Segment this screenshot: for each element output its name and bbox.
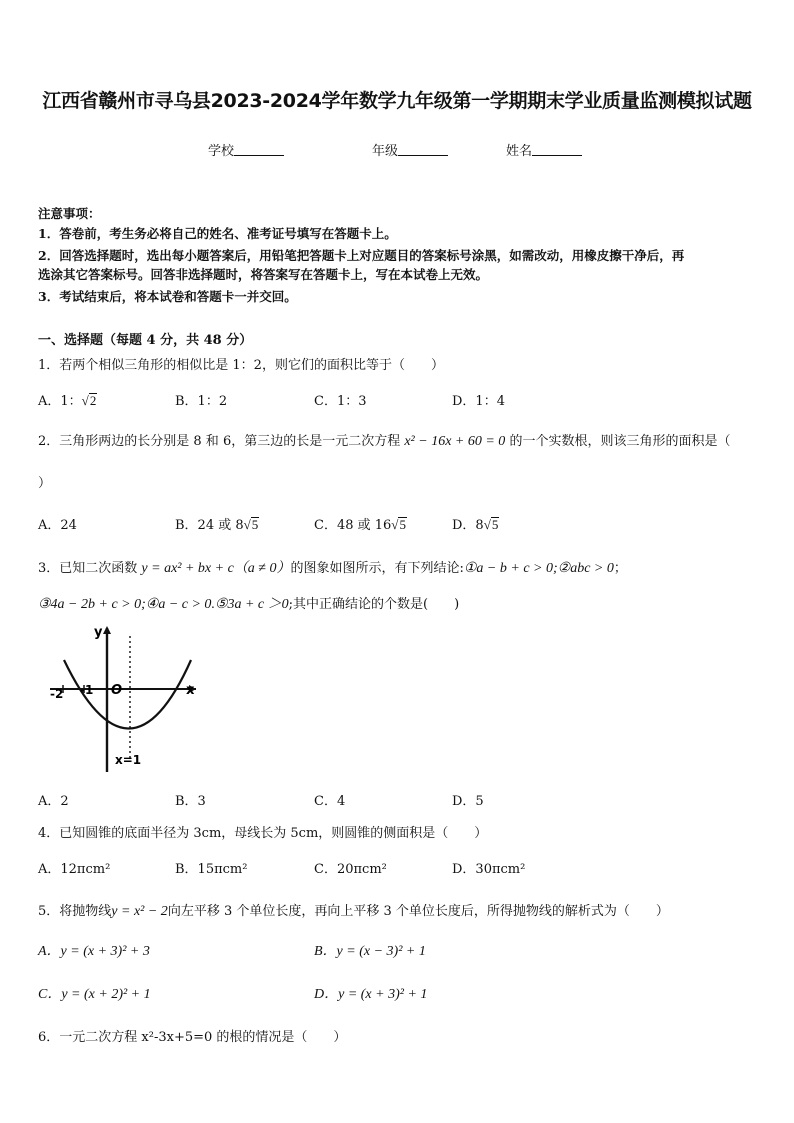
q4-option-a[interactable]: A．12πcm² — [38, 862, 111, 877]
question-1-stem: 1．若两个相似三角形的相似比是 1：2，则它们的面积比等于（ ） — [38, 358, 444, 373]
q5-option-d[interactable]: D．y = (x + 3)² + 1 — [314, 987, 428, 1002]
name-field[interactable]: 姓名 — [506, 140, 582, 159]
graph-axis-label: x=1 — [115, 753, 142, 767]
school-field[interactable]: 学校 — [208, 140, 284, 159]
notice-item: 选涂其它答案标号。回答非选择题时，将答案写在答题卡上，写在本试卷上无效。 — [38, 267, 489, 282]
q2-option-b[interactable]: B．24 或 8√5 — [175, 517, 259, 533]
question-3-conclusions: ③4a − 2b + c > 0;④a − c > 0.⑤3a + c ＞0;其中正确结论的个数是( ) — [38, 597, 460, 612]
question-2-stem: 2．三角形两边的长分别是 8 和 6，第三边的长是一元二次方程 x² − 16x + 60 = 0 的一个实数根，则该三角形的面积是（ — [38, 434, 731, 449]
q4-option-c[interactable]: C．20πcm² — [314, 862, 387, 877]
q2-option-d[interactable]: D．8√5 — [452, 517, 499, 533]
notice-heading: 注意事项： — [38, 206, 101, 221]
q2-option-c[interactable]: C．48 或 16√5 — [314, 517, 406, 533]
question-2-stem-end: ） — [38, 476, 52, 491]
notice-item: 2．回答选择题时，选出每小题答案后，用铅笔把答题卡上对应题目的答案标号涂黑，如需改动，用橡皮擦干净后，再 — [38, 248, 685, 263]
q1-option-d[interactable]: D．1：4 — [452, 394, 505, 409]
q3-option-a[interactable]: A．2 — [38, 794, 69, 809]
q3-option-b[interactable]: B．3 — [175, 794, 206, 809]
section-heading: 一、选择题（每题 4 分，共 48 分） — [38, 333, 253, 348]
q1-option-b[interactable]: B．1：2 — [175, 394, 228, 409]
question-4-stem: 4．已知圆锥的底面半径为 3cm，母线长为 5cm，则圆锥的侧面积是（ ） — [38, 826, 488, 841]
notice-item: 1．答卷前，考生务必将自己的姓名、准考证号填写在答题卡上。 — [38, 226, 397, 241]
question-5-stem: 5．将抛物线y = x² − 2向左平移 3 个单位长度，再向上平移 3 个单位长度后，所得抛物线的解析式为（ ） — [38, 904, 669, 919]
question-6-stem: 6．一元二次方程 x²-3x+5=0 的根的情况是（ ） — [38, 1030, 347, 1045]
q4-option-b[interactable]: B．15πcm² — [175, 862, 248, 877]
q1-option-c[interactable]: C．1：3 — [314, 394, 367, 409]
graph-origin-label: O — [111, 683, 123, 698]
notice-item: 3．考试结束后，将本试卷和答题卡一并交回。 — [38, 289, 297, 304]
graph-tick-minus1: -1 — [80, 683, 94, 697]
q4-option-d[interactable]: D．30πcm² — [452, 862, 526, 877]
q5-option-a[interactable]: A．y = (x + 3)² + 3 — [38, 944, 150, 959]
graph-y-label: y — [94, 625, 103, 640]
q2-option-a[interactable]: A．24 — [38, 518, 77, 533]
question-3-stem: 3．已知二次函数 y = ax² + bx + c（a ≠ 0）的图象如图所示，有下列结论:①a − b + c > 0;②abc > 0； — [38, 561, 627, 576]
q5-option-c[interactable]: C．y = (x + 2)² + 1 — [38, 987, 151, 1002]
q5-option-b[interactable]: B．y = (x − 3)² + 1 — [314, 944, 426, 959]
q3-option-d[interactable]: D．5 — [452, 794, 484, 809]
graph-x-label: x — [186, 683, 195, 698]
parabola-graph — [44, 622, 204, 774]
graph-tick-minus2: -2 — [50, 687, 64, 701]
q1-option-a[interactable]: A．1：√2 — [38, 393, 97, 409]
q3-option-c[interactable]: C．4 — [314, 794, 346, 809]
grade-field[interactable]: 年级 — [372, 140, 448, 159]
exam-title: 江西省赣州市寻乌县2023-2024学年数学九年级第一学期期末学业质量监测模拟试题 — [42, 90, 752, 112]
